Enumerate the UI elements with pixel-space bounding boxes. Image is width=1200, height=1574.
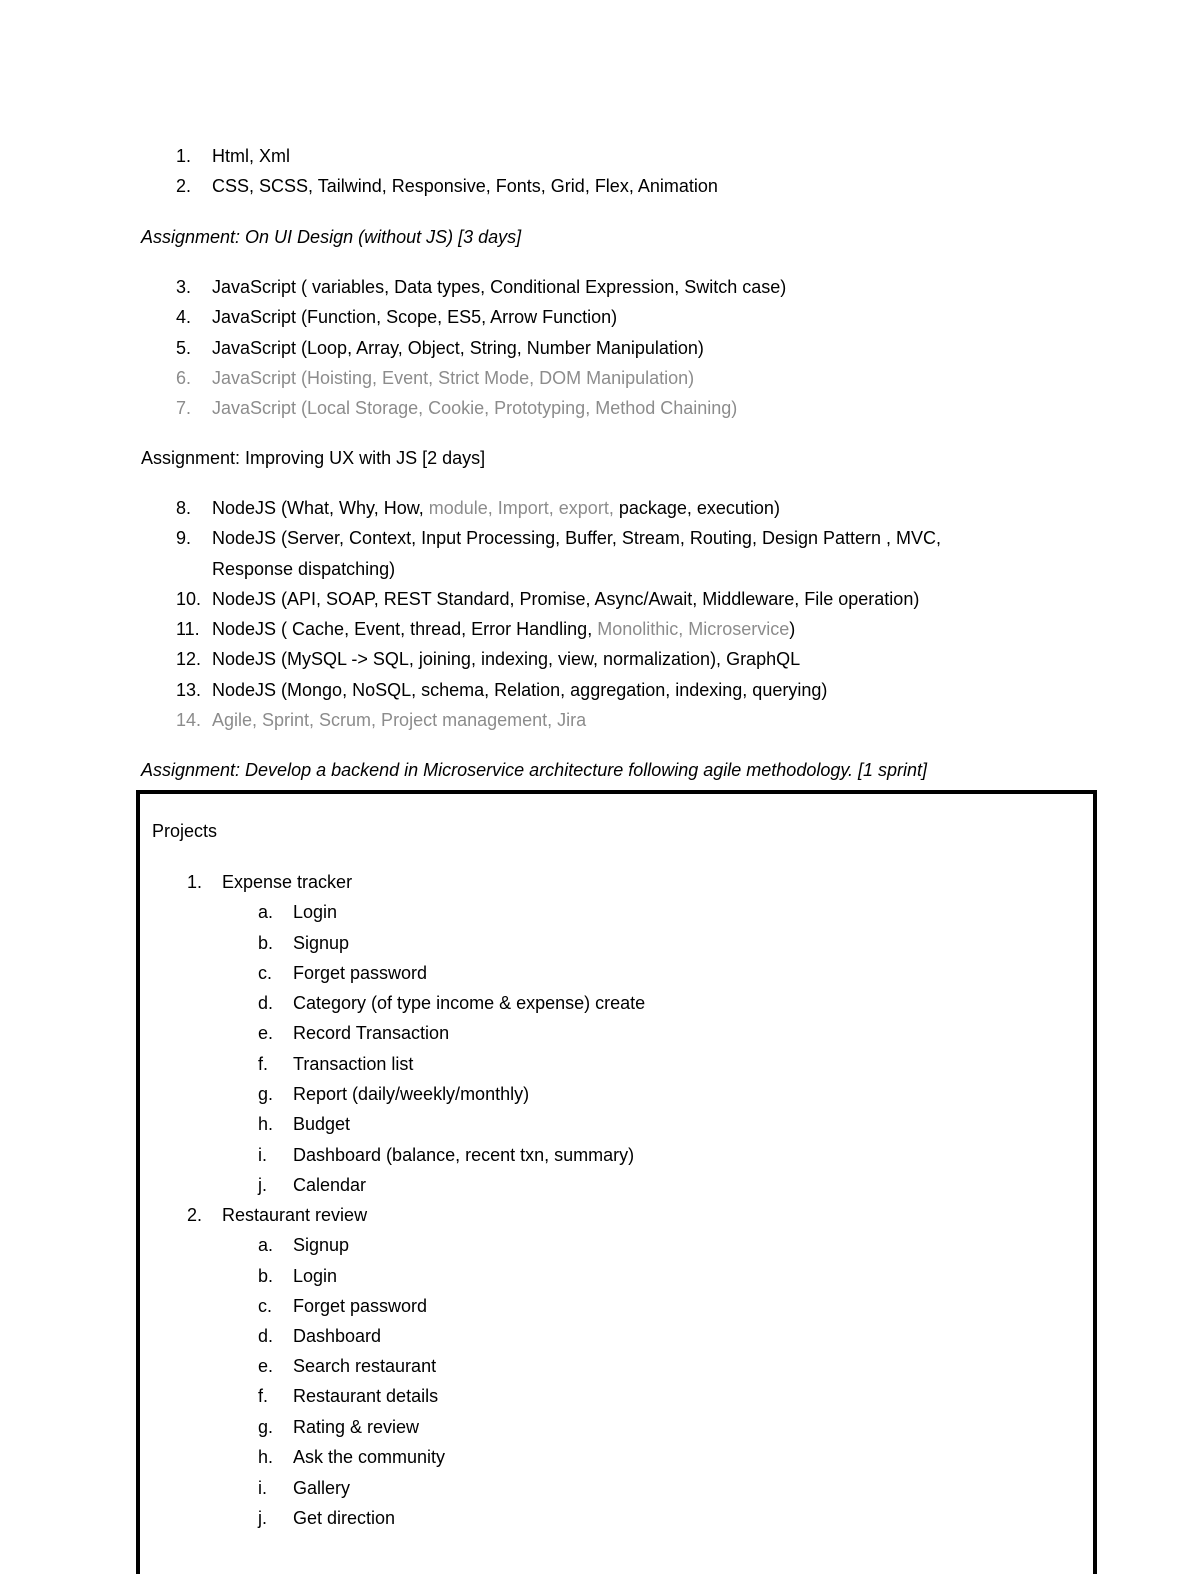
topic-5-text: JavaScript (Loop, Array, Object, String, Number Manipulation) xyxy=(212,338,704,358)
project-2-sub-item: Dashboard xyxy=(293,1326,382,1346)
project-1-sub-letter: d. xyxy=(258,993,274,1013)
project-1-sub-letter: g. xyxy=(258,1084,274,1104)
project-2-number: 2. xyxy=(187,1205,203,1225)
topic-3-number: 3. xyxy=(176,277,192,297)
topic-7-text: JavaScript (Local Storage, Cookie, Prototyping, Method Chaining) xyxy=(212,398,738,418)
project-1-number: 1. xyxy=(187,872,203,892)
project-2-sub-letter: a. xyxy=(258,1235,274,1255)
topic-9-text-continued: Response dispatching) xyxy=(212,559,396,579)
topic-14-text: Agile, Sprint, Scrum, Project management, Jira xyxy=(212,710,587,730)
project-1-sub-item: Record Transaction xyxy=(293,1023,450,1043)
project-2-sub-item: Signup xyxy=(293,1235,350,1255)
project-2-sub-letter: f. xyxy=(258,1386,269,1406)
project-1-sub-item: Forget password xyxy=(293,963,428,983)
topic-4-number: 4. xyxy=(176,307,192,327)
topic-13-number: 13. xyxy=(176,680,202,700)
topic-6-text: JavaScript (Hoisting, Event, Strict Mode, DOM Manipulation) xyxy=(212,368,695,388)
project-1-sub-letter: h. xyxy=(258,1114,274,1134)
project-1-sub-item: Budget xyxy=(293,1114,351,1134)
project-2-sub-item: Search restaurant xyxy=(293,1356,437,1376)
project-2-sub-letter: c. xyxy=(258,1296,273,1316)
project-2-sub-item: Login xyxy=(293,1266,338,1286)
project-1-sub-letter: e. xyxy=(258,1023,274,1043)
project-1-sub-letter: a. xyxy=(258,902,274,922)
topic-8-number: 8. xyxy=(176,498,192,518)
topic-11-number: 11. xyxy=(176,619,200,639)
topic-8-text-part: NodeJS (What, Why, How, xyxy=(212,498,429,518)
topic-8-text-end: package, execution) xyxy=(618,498,780,518)
project-1-sub-letter: b. xyxy=(258,933,274,953)
project-1-sub-letter: f. xyxy=(258,1054,269,1074)
project-2-title: Restaurant review xyxy=(222,1205,368,1225)
project-1-title: Expense tracker xyxy=(222,872,353,892)
topic-2-text: CSS, SCSS, Tailwind, Responsive, Fonts, Grid, Flex, Animation xyxy=(212,176,718,196)
assignment-backend: Assignment: Develop a backend in Microservice architecture following agile methodology. [1 sprint] xyxy=(141,760,928,780)
topic-1-number: 1. xyxy=(176,146,192,166)
project-2-sub-letter: i. xyxy=(258,1478,267,1498)
assignment-ux-js: Assignment: Improving UX with JS [2 days] xyxy=(141,448,486,468)
topic-10-number: 10. xyxy=(176,589,202,609)
topic-12-number: 12. xyxy=(176,649,202,669)
topic-8-text xyxy=(212,497,780,519)
project-2-sub-item: Get direction xyxy=(293,1508,396,1528)
project-2-sub-letter: e. xyxy=(258,1356,274,1376)
project-1-sub-item: Signup xyxy=(293,933,350,953)
topic-5-number: 5. xyxy=(176,338,192,358)
project-1-sub-letter: c. xyxy=(258,963,273,983)
project-1-sub-item: Login xyxy=(293,902,338,922)
project-1-sub-item: Transaction list xyxy=(293,1054,414,1074)
project-2-sub-letter: h. xyxy=(258,1447,274,1467)
projects-heading: Projects xyxy=(152,821,218,841)
topic-10-text: NodeJS (API, SOAP, REST Standard, Promise, Async/Await, Middleware, File operation) xyxy=(212,589,920,609)
assignment-ui-design: Assignment: On UI Design (without JS) [3 days] xyxy=(141,227,522,247)
project-2-sub-item: Restaurant details xyxy=(293,1386,439,1406)
topic-7-number: 7. xyxy=(176,398,192,418)
topic-11-text-part: NodeJS ( Cache, Event, thread, Error Handling, xyxy=(212,619,598,639)
topic-9-number: 9. xyxy=(176,528,192,548)
project-2-sub-item: Forget password xyxy=(293,1296,428,1316)
topic-11-gray-part: Monolithic, Microservice xyxy=(597,619,790,639)
topic-9-text: NodeJS (Server, Context, Input Processing, Buffer, Stream, Routing, Design Pattern , MVC, xyxy=(212,528,942,548)
topic-12-text: NodeJS (MySQL -> SQL, joining, indexing, view, normalization), GraphQL xyxy=(212,649,801,669)
topic-8-gray-part: module, Import, export, xyxy=(428,498,619,518)
project-2-sub-item: Rating & review xyxy=(293,1417,420,1437)
project-1-sub-item: Dashboard (balance, recent txn, summary) xyxy=(293,1145,635,1165)
project-1-sub-item: Calendar xyxy=(293,1175,367,1195)
topic-1-text: Html, Xml xyxy=(212,146,290,166)
topic-11-text-end: ) xyxy=(789,619,796,639)
topic-6-number: 6. xyxy=(176,368,192,388)
project-2-sub-letter: d. xyxy=(258,1326,274,1346)
project-1-sub-item: Category (of type income & expense) create xyxy=(293,993,646,1013)
project-2-sub-letter: g. xyxy=(258,1417,274,1437)
project-2-sub-item: Gallery xyxy=(293,1478,351,1498)
topic-13-text: NodeJS (Mongo, NoSQL, schema, Relation, aggregation, indexing, querying) xyxy=(212,680,828,700)
projects-box xyxy=(136,790,1097,1574)
project-1-sub-letter: i. xyxy=(258,1145,267,1165)
project-1-sub-item: Report (daily/weekly/monthly) xyxy=(293,1084,530,1104)
project-2-sub-item: Ask the community xyxy=(293,1447,446,1467)
topic-2-number: 2. xyxy=(176,176,192,196)
project-2-sub-letter: j. xyxy=(258,1508,267,1528)
topic-14-number: 14. xyxy=(176,710,202,730)
topic-11-text xyxy=(212,618,795,640)
project-1-sub-letter: j. xyxy=(258,1175,267,1195)
topic-3-text: JavaScript ( variables, Data types, Conditional Expression, Switch case) xyxy=(212,277,787,297)
topic-4-text: JavaScript (Function, Scope, ES5, Arrow Function) xyxy=(212,307,618,327)
project-2-sub-letter: b. xyxy=(258,1266,274,1286)
